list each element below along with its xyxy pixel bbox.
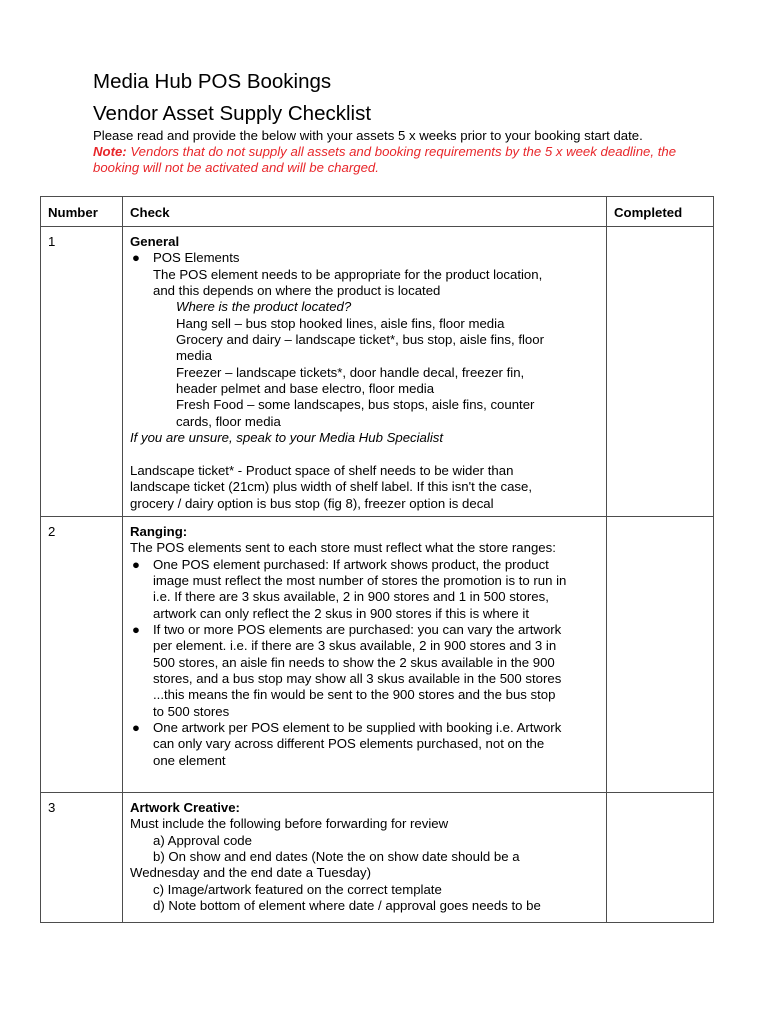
header-number: Number — [41, 197, 123, 227]
text-line: per element. i.e. if there are 3 skus available, 2 in 900 stores and 3 in — [153, 638, 557, 654]
row-number: 1 — [41, 227, 123, 517]
text-line: stores, and a bus stop may show all 3 skus available in the 500 stores — [153, 671, 562, 687]
text-line: Freezer – landscape tickets*, door handle decal, freezer fin, — [176, 364, 525, 380]
intro-block — [93, 128, 713, 177]
bullet-item: ● POS Elements — [132, 250, 240, 266]
row-check — [123, 793, 607, 923]
text-line: Hang sell – bus stop hooked lines, aisle fins, floor media — [176, 315, 505, 331]
text-line: cards, floor media — [176, 413, 281, 429]
row-heading: Artwork Creative: — [130, 800, 240, 815]
text-line: Where is the product located? — [176, 299, 352, 315]
row-heading: Ranging: — [130, 524, 188, 539]
completed-cell[interactable] — [607, 227, 714, 517]
table-row — [41, 227, 714, 517]
bullet-icon: ● — [132, 622, 140, 638]
text-line: Fresh Food – some landscapes, bus stops, aisle fins, counter — [176, 397, 535, 413]
bullet-item: ● One artwork per POS element to be supplied with booking i.e. Artwork — [132, 720, 562, 736]
note-text: Vendors that do not supply all assets and booking requirements by the 5 x week deadline, the booking will not be activated and will be charged. — [93, 144, 677, 176]
text-line: landscape ticket (21cm) plus width of shelf label. If this isn't the case, — [130, 479, 532, 495]
text-line: can only vary across different POS elements purchased, not on the — [153, 736, 545, 752]
intro-text: Please read and provide the below with your assets 5 x weeks prior to your booking start date. — [93, 128, 643, 143]
table-header-row — [41, 197, 714, 227]
text-line: 500 stores, an aisle fin needs to show the 2 skus available in the 900 — [153, 654, 555, 670]
text-line: a) Approval code — [153, 832, 252, 848]
text-line: header pelmet and base electro, floor media — [176, 381, 435, 397]
text-line: Must include the following before forwarding for review — [130, 816, 449, 832]
bullet-icon: ● — [132, 556, 140, 572]
text-line: b) On show and end dates (Note the on show date should be a — [153, 849, 520, 865]
intro-note — [93, 144, 713, 176]
text-line: c) Image/artwork featured on the correct template — [153, 881, 442, 897]
row-number: 2 — [41, 517, 123, 793]
row-number: 3 — [41, 793, 123, 923]
text-line: If you are unsure, speak to your Media Hub Specialist — [130, 430, 444, 446]
text-line: to 500 stores — [153, 703, 230, 719]
text-line: and this depends on where the product is located — [153, 283, 441, 299]
table-row — [41, 517, 714, 793]
text-line: d) Note bottom of element where date / approval goes needs to be — [153, 898, 541, 914]
text-line: Wednesday and the end date a Tuesday) — [130, 865, 371, 881]
checklist-table — [40, 196, 714, 923]
completed-cell[interactable] — [607, 517, 714, 793]
text-line: ...this means the fin would be sent to the 900 stores and the bus stop — [153, 687, 556, 703]
document-subtitle: Vendor Asset Supply Checklist — [93, 102, 372, 125]
header-check: Check — [123, 197, 607, 227]
table-row — [41, 793, 714, 923]
text-line: The POS elements sent to each store must reflect what the store ranges: — [130, 540, 556, 556]
text-line: The POS element needs to be appropriate for the product location, — [153, 266, 543, 282]
row-heading: General — [130, 234, 180, 249]
text-line: grocery / dairy option is bus stop (fig 8), freezer option is decal — [130, 495, 494, 511]
row-check — [123, 517, 607, 793]
text-line: one element — [153, 752, 226, 768]
bullet-icon: ● — [132, 720, 140, 736]
header-completed: Completed — [607, 197, 714, 227]
document-title: Media Hub POS Bookings — [93, 70, 332, 93]
bullet-item: ● One POS element purchased: If artwork shows product, the product — [132, 556, 549, 572]
note-label: Note: — [93, 144, 127, 160]
bullet-item: ● If two or more POS elements are purchased: you can vary the artwork — [132, 622, 562, 638]
completed-cell[interactable] — [607, 793, 714, 923]
text-line: Landscape ticket* - Product space of shelf needs to be wider than — [130, 462, 514, 478]
text-line: artwork can only reflect the 2 skus in 900 stores if this is where it — [153, 605, 530, 621]
text-line: Grocery and dairy – landscape ticket*, bus stop, aisle fins, floor — [176, 332, 544, 348]
row-check — [123, 227, 607, 517]
bullet-icon: ● — [132, 250, 140, 266]
text-line: i.e. If there are 3 skus available, 2 in 900 stores and 1 in 500 stores, — [153, 589, 549, 605]
text-line: media — [176, 348, 212, 364]
text-line: image must reflect the most number of stores the promotion is to run in — [153, 573, 567, 589]
